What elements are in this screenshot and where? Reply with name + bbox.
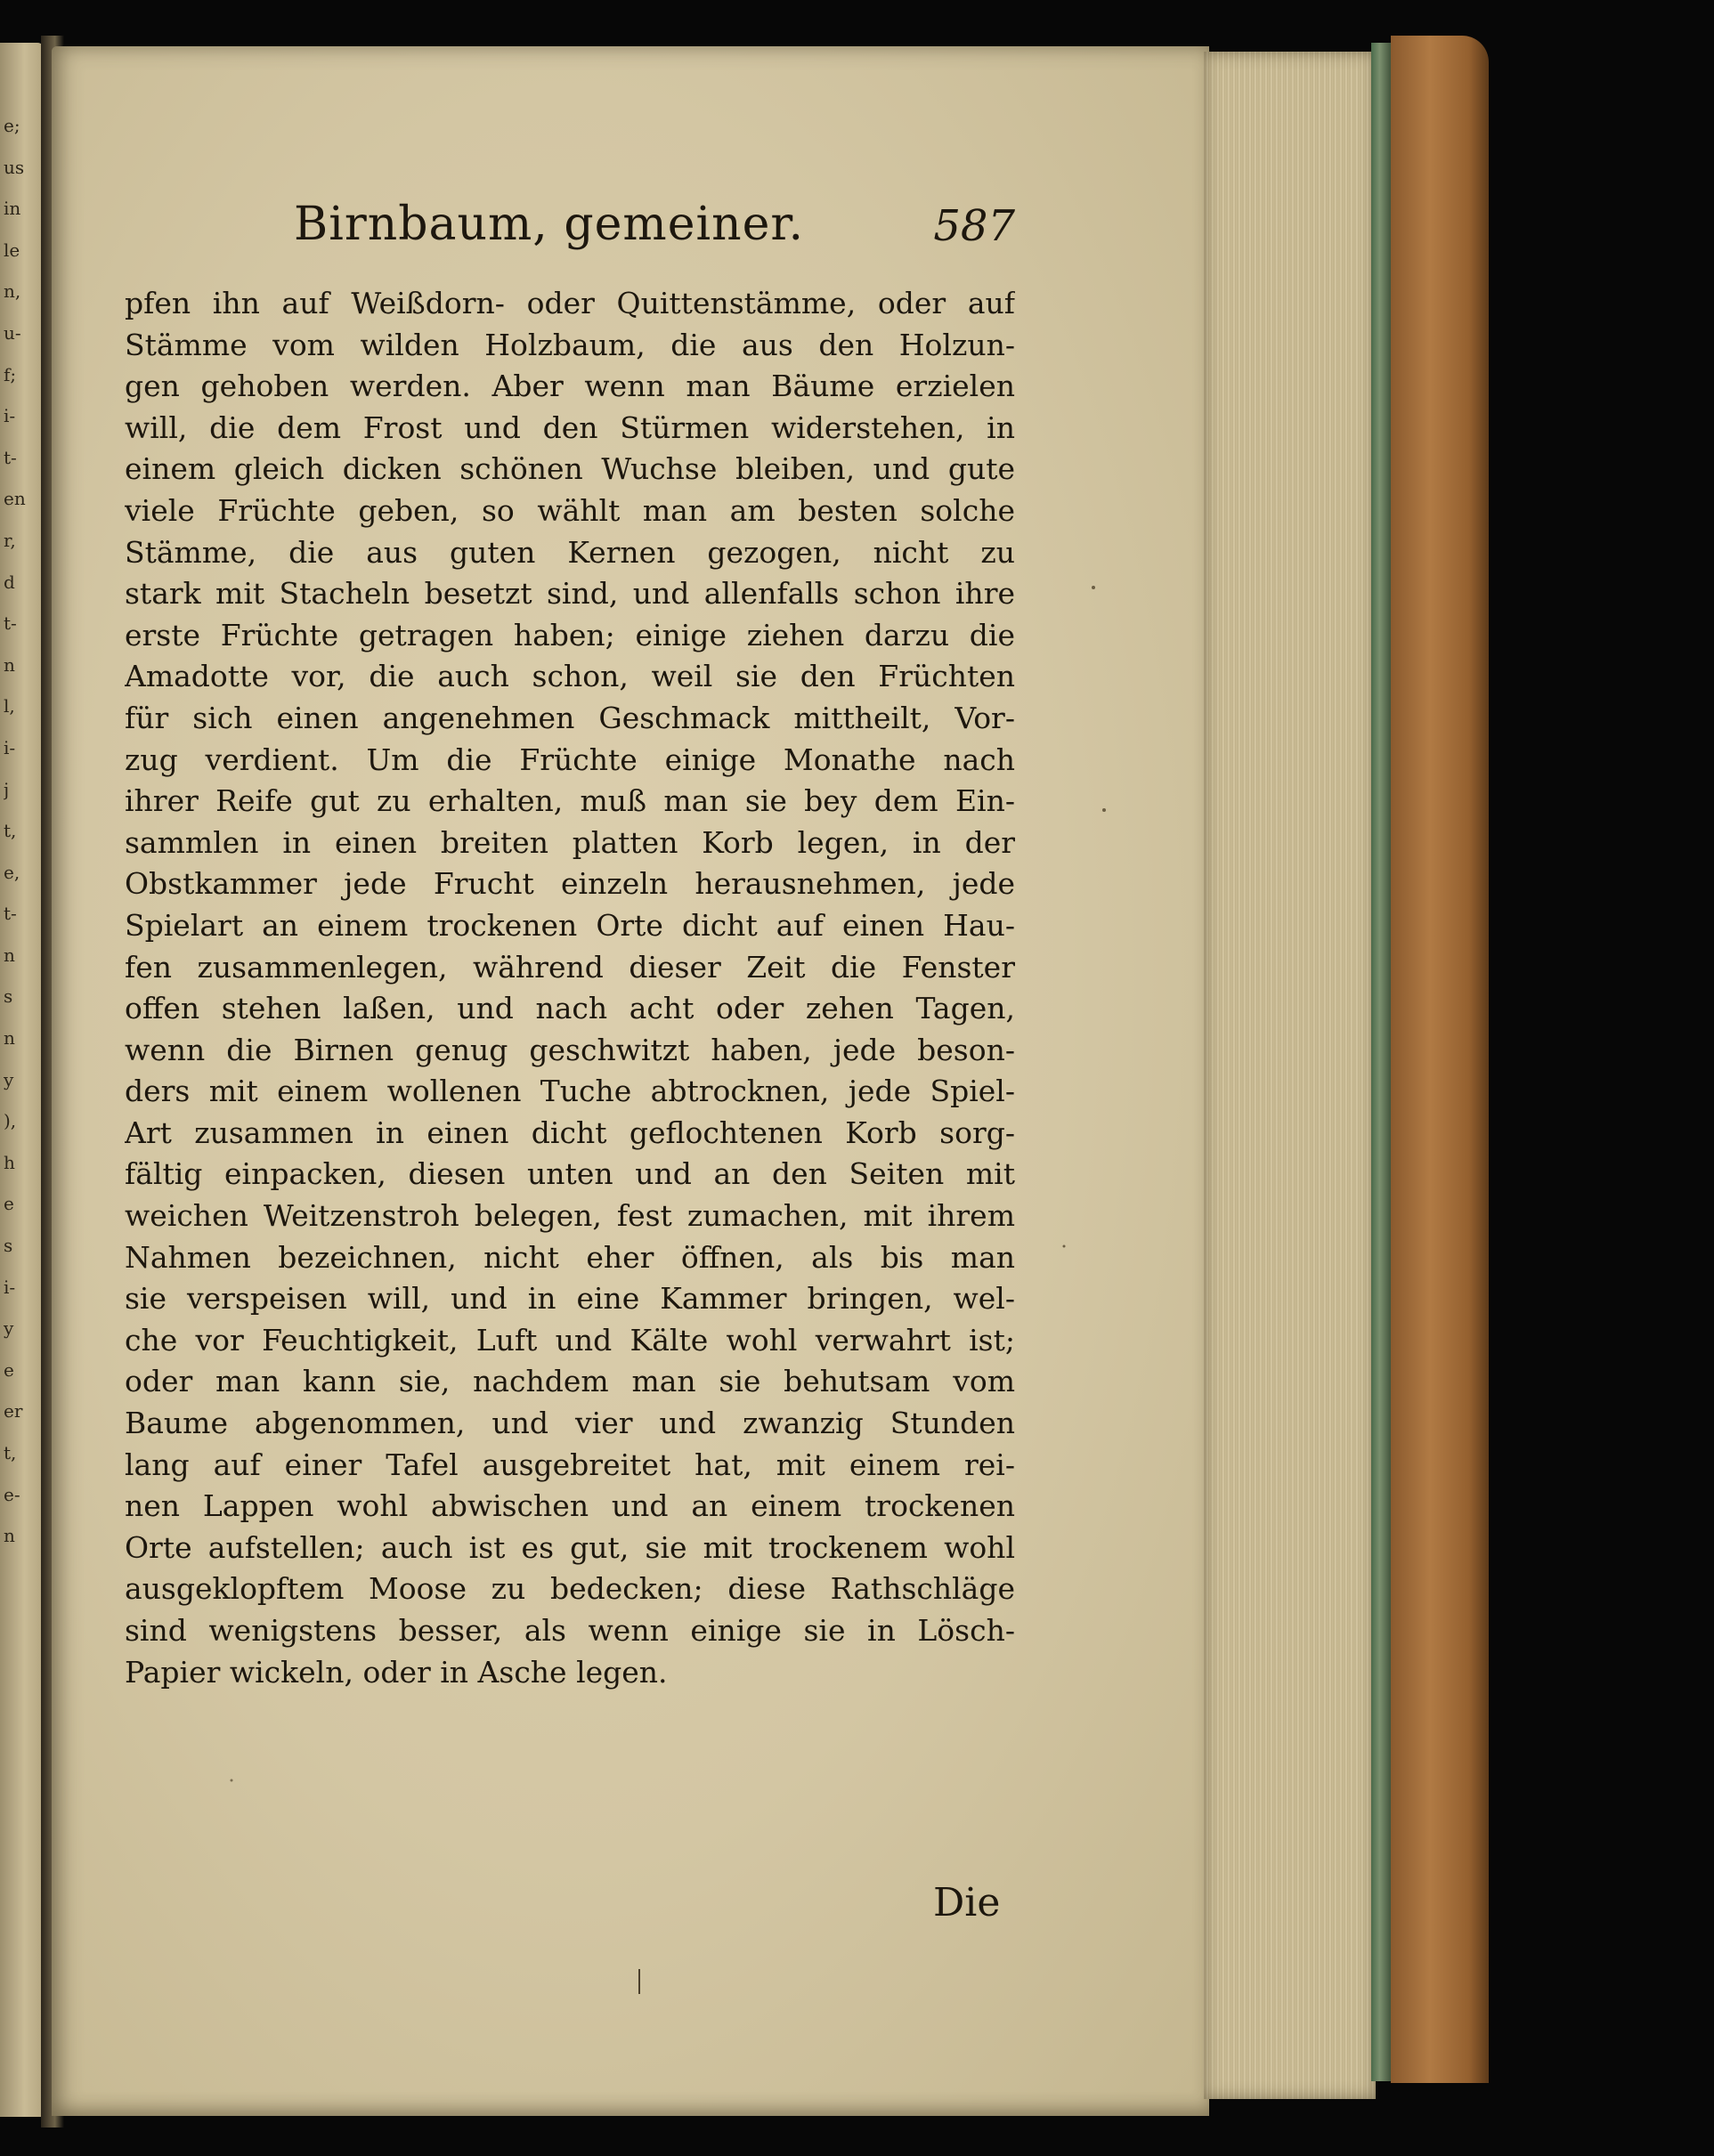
- text-line: einem gleich dicken schönen Wuchse bleiben, und gute: [125, 451, 1015, 487]
- text-line: fen zusammenlegen, während dieser Zeit die Fenster: [125, 949, 1015, 985]
- left-page-fragment: s: [4, 985, 13, 1008]
- text-line: wenn die Birnen genug geschwitzt haben, jede beson-: [125, 1032, 1015, 1067]
- text-line: Art zusammen in einen dicht geflochtenen Korb sorg-: [125, 1114, 1015, 1150]
- catchword: Die: [933, 1880, 1001, 1925]
- text-line: sind wenigstens besser, als wenn einige sie in Lösch-: [125, 1613, 1015, 1648]
- left-page-fragment: e-: [4, 1483, 20, 1505]
- text-line: stark mit Stacheln besetzt sind, und allenfalls schon ihre: [125, 576, 1015, 612]
- left-page-fragment: f;: [4, 363, 17, 385]
- left-page-fragment: t-: [4, 446, 17, 468]
- cover-edge: [1371, 43, 1393, 2081]
- left-page-fragment: e: [4, 1358, 14, 1381]
- page-number: 587: [933, 201, 1015, 251]
- text-line: Amadotte vor, die auch schon, weil sie den Früchten: [125, 659, 1015, 694]
- body-text: [125, 283, 1015, 1693]
- left-page-fragment: n: [4, 1027, 15, 1050]
- left-page-fragment: us: [4, 156, 25, 178]
- text-line: Stämme, die aus guten Kernen gezogen, nicht zu: [125, 534, 1015, 570]
- text-line: Nahmen bezeichnen, nicht eher öffnen, als bis man: [125, 1239, 1015, 1275]
- left-page-fragment: u-: [4, 321, 21, 344]
- text-line: che vor Feuchtigkeit, Luft und Kälte wohl verwahrt ist;: [125, 1322, 1015, 1358]
- left-page-fragment: ),: [4, 1110, 17, 1132]
- text-line: viele Früchte geben, so wählt man am besten solche: [125, 492, 1015, 528]
- left-page-fragment: t,: [4, 1442, 17, 1463]
- left-facing-page: [0, 43, 45, 2117]
- running-head: [294, 198, 1015, 260]
- left-page-fragment: le: [4, 239, 20, 261]
- left-page-fragments: [4, 105, 39, 1557]
- text-line: Orte aufstellen; auch ist es gut, sie mit trockenem wohl: [125, 1529, 1015, 1565]
- left-page-fragment: d: [4, 571, 15, 593]
- text-line: ders mit einem wollenen Tuche abtrocknen, jede Spiel-: [125, 1074, 1015, 1109]
- text-line: oder man kann sie, nachdem man sie behutsam vom: [125, 1364, 1015, 1399]
- text-line: erste Früchte getragen haben; einige ziehen darzu die: [125, 617, 1015, 652]
- left-page-fragment: en: [4, 488, 26, 510]
- page-block-edge: [1204, 52, 1376, 2099]
- text-line: nen Lappen wohl abwischen und an einem trockenen: [125, 1488, 1015, 1524]
- left-page-fragment: e: [4, 1193, 14, 1215]
- text-line: für sich einen angenehmen Geschmack mittheilt, Vor-: [125, 700, 1015, 735]
- left-page-fragment: j: [4, 778, 10, 800]
- left-page-fragment: h: [4, 1151, 15, 1173]
- left-page-fragment: er: [4, 1400, 23, 1422]
- text-line: Obstkammer jede Frucht einzeln herausnehmen, jede: [125, 866, 1015, 902]
- left-page-fragment: n: [4, 653, 15, 676]
- text-line: Spielart an einem trockenen Orte dicht auf einen Hau-: [125, 907, 1015, 943]
- text-line: ihrer Reife gut zu erhalten, muß man sie bey dem Ein-: [125, 783, 1015, 819]
- page-title: Birnbaum, gemeiner.: [294, 198, 805, 251]
- text-line: ausgeklopftem Moose zu bedecken; diese Rathschläge: [125, 1571, 1015, 1607]
- text-line: zug verdient. Um die Früchte einige Monathe nach: [125, 742, 1015, 777]
- text-line: fältig einpacken, diesen unten und an den Seiten mit: [125, 1156, 1015, 1192]
- text-line: offen stehen laßen, und nach acht oder zehen Tagen,: [125, 991, 1015, 1026]
- left-page-fragment: i-: [4, 736, 16, 758]
- text-line: Stämme vom wilden Holzbaum, die aus den Holzun-: [125, 327, 1015, 362]
- left-page-fragment: i-: [4, 1276, 16, 1298]
- left-page-fragment: n: [4, 944, 15, 966]
- left-page-fragment: y: [4, 1068, 14, 1090]
- text-line: sammlen in einen breiten platten Korb legen, in der: [125, 824, 1015, 860]
- text-line: Baume abgenommen, und vier und zwanzig Stunden: [125, 1406, 1015, 1441]
- left-page-fragment: t-: [4, 612, 17, 635]
- text-line: sie verspeisen will, und in eine Kammer bringen, wel-: [125, 1281, 1015, 1317]
- text-line: will, die dem Frost und den Stürmen widerstehen, in: [125, 409, 1015, 445]
- text-line: weichen Weitzenstroh belegen, fest zumachen, mit ihrem: [125, 1198, 1015, 1234]
- text-line: Papier wickeln, oder in Asche legen.: [125, 1654, 668, 1690]
- left-page-fragment: r,: [4, 529, 16, 551]
- left-page-fragment: e;: [4, 115, 20, 136]
- left-page-fragment: i-: [4, 405, 16, 427]
- left-page-fragment: e,: [4, 861, 20, 883]
- left-page-fragment: l,: [4, 695, 15, 717]
- left-page-fragment: t,: [4, 820, 17, 842]
- text-line: lang auf einer Tafel ausgebreitet hat, mit einem rei-: [125, 1447, 1015, 1482]
- left-page-fragment: n: [4, 1525, 15, 1547]
- left-page-fragment: n,: [4, 280, 21, 303]
- left-page-fragment: y: [4, 1317, 14, 1340]
- left-page-fragment: t-: [4, 903, 17, 925]
- text-line: pfen ihn auf Weißdorn- oder Quittenstämme, oder auf: [125, 286, 1015, 320]
- text-line: gen gehoben werden. Aber wenn man Bäume erzielen: [125, 369, 1015, 404]
- left-page-fragment: in: [4, 198, 21, 220]
- left-page-fragment: s: [4, 1235, 13, 1257]
- leather-cover: [1391, 36, 1489, 2083]
